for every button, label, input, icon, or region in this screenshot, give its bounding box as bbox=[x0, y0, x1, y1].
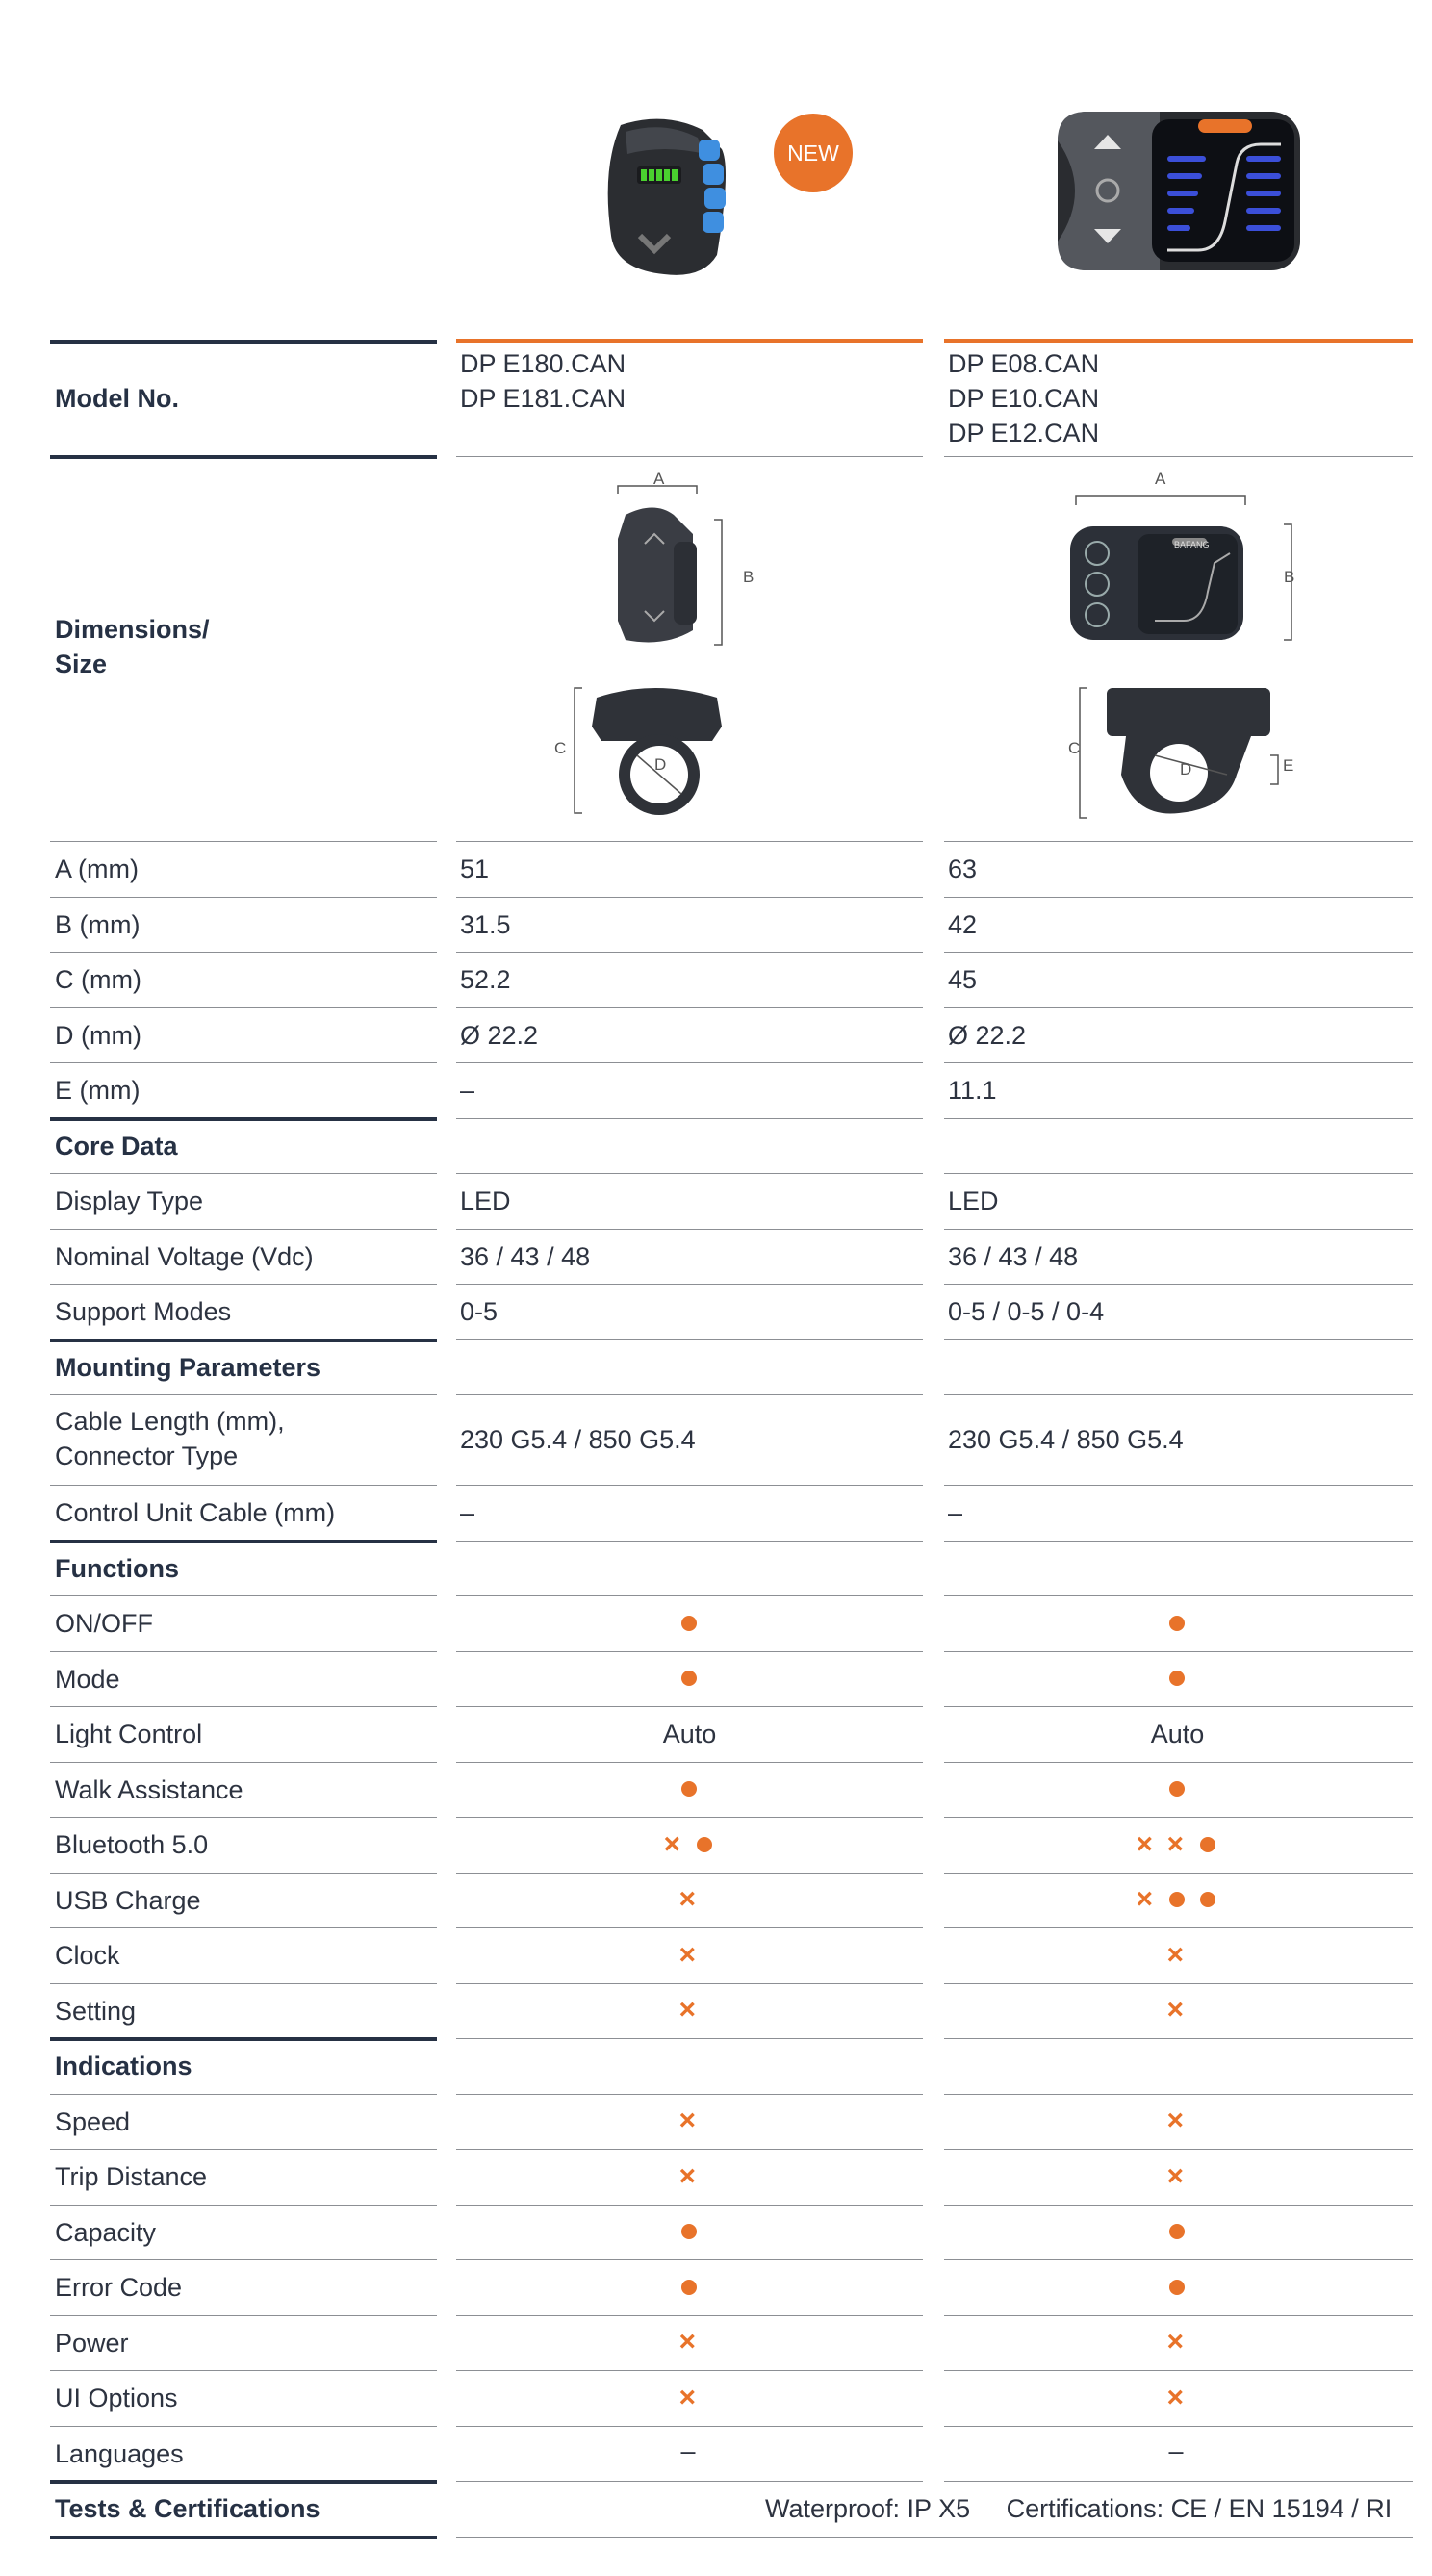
dim-letter-c-col2: C bbox=[1068, 739, 1081, 757]
indication-label: Power bbox=[55, 2328, 129, 2358]
row-rule-col2 bbox=[944, 1007, 1413, 1008]
section-mounting: Mounting Parameters bbox=[55, 1352, 321, 1382]
row-rule-left bbox=[50, 2315, 437, 2316]
row-rule-col2 bbox=[944, 1541, 1413, 1542]
row-value-col2: 45 bbox=[948, 965, 978, 994]
new-badge: NEW bbox=[774, 114, 853, 192]
row-label: D (mm) bbox=[55, 1020, 141, 1050]
row-rule-left bbox=[50, 2370, 437, 2371]
function-label: Walk Assistance bbox=[55, 1774, 243, 1804]
row-rule-left bbox=[50, 1651, 437, 1652]
control-cable-col1: – bbox=[460, 1498, 475, 1527]
indication-col1-dash: – bbox=[680, 2436, 696, 2466]
indication-label: Speed bbox=[55, 2106, 131, 2136]
row-rule-col2 bbox=[944, 2426, 1413, 2427]
function-col2-cross: × bbox=[1136, 1883, 1154, 1916]
row-rule-col2 bbox=[944, 1651, 1413, 1652]
header-rule-col1 bbox=[456, 339, 923, 343]
dim-letter-d-col1: D bbox=[654, 755, 667, 774]
row-rule-left bbox=[50, 897, 437, 898]
dim-letter-a-col1: A bbox=[653, 470, 665, 488]
function-col2-cross: × bbox=[1166, 1827, 1185, 1860]
function-label: Light Control bbox=[55, 1720, 203, 1748]
function-text-col2: Auto bbox=[1150, 1720, 1205, 1748]
row-rule-left bbox=[50, 2094, 437, 2095]
row-value-col1: 51 bbox=[460, 854, 490, 883]
function-col1-dot bbox=[681, 1616, 697, 1631]
model-col1-line1: DP E180.CAN bbox=[460, 349, 626, 378]
indication-col2-cross: × bbox=[1166, 2326, 1185, 2359]
row-rule-col1 bbox=[456, 2038, 923, 2039]
row-rule-col2 bbox=[944, 1173, 1413, 1174]
row-rule-col1 bbox=[456, 1873, 923, 1874]
row-rule-col2 bbox=[944, 1118, 1413, 1119]
row-rule-col2 bbox=[944, 897, 1413, 898]
function-label: Mode bbox=[55, 1664, 120, 1694]
row-rule-left bbox=[50, 1485, 437, 1486]
row-rule-col2 bbox=[944, 1873, 1413, 1874]
row-label: E (mm) bbox=[55, 1076, 141, 1105]
row-rule-left bbox=[50, 2426, 437, 2427]
dim-letter-e-col2: E bbox=[1283, 756, 1294, 775]
indication-col1-cross: × bbox=[678, 2159, 697, 2192]
row-rule-col1 bbox=[456, 841, 923, 842]
row-rule-left bbox=[50, 952, 437, 953]
row-rule-col2 bbox=[944, 1339, 1413, 1340]
cable-label-line2: Connector Type bbox=[55, 1441, 239, 1470]
function-col2-cross: × bbox=[1136, 1827, 1154, 1860]
row-rule-col1 bbox=[456, 1762, 923, 1763]
indication-col1-cross: × bbox=[678, 2104, 697, 2137]
row-rule-left bbox=[50, 1284, 437, 1285]
section-core-data: Core Data bbox=[55, 1131, 178, 1160]
row-rule-col1 bbox=[456, 1007, 923, 1008]
control-cable-label: Control Unit Cable (mm) bbox=[55, 1498, 336, 1527]
row-rule-col2 bbox=[944, 2259, 1413, 2260]
function-col1-cross: × bbox=[678, 1938, 697, 1971]
row-rule-left bbox=[50, 1927, 437, 1928]
indication-label: Error Code bbox=[55, 2273, 183, 2302]
row-rule-col1 bbox=[456, 1817, 923, 1818]
dim-letter-c-col1: C bbox=[554, 739, 567, 757]
function-col2-dot bbox=[1169, 1892, 1185, 1907]
row-rule-col1 bbox=[456, 1706, 923, 1707]
row-rule-col1 bbox=[456, 1651, 923, 1652]
row-rule-left bbox=[50, 1817, 437, 1818]
row-rule-col1 bbox=[456, 1595, 923, 1596]
row-value-col2: 36 / 43 / 48 bbox=[948, 1241, 1079, 1271]
row-rule-left bbox=[50, 1983, 437, 1984]
row-rule-col2 bbox=[944, 2370, 1413, 2371]
row-rule-col1 bbox=[456, 1118, 923, 1119]
cable-value-col2: 230 G5.4 / 850 G5.4 bbox=[948, 1425, 1184, 1454]
row-value-col2: Ø 22.2 bbox=[948, 1020, 1027, 1050]
row-rule-col1 bbox=[456, 1541, 923, 1542]
section-indications: Indications bbox=[55, 2052, 192, 2080]
indication-label: Capacity bbox=[55, 2217, 157, 2247]
row-rule-col2 bbox=[944, 1817, 1413, 1818]
tests-rule-right bbox=[456, 2537, 1413, 2538]
row-value-col2: 11.1 bbox=[948, 1076, 997, 1105]
row-rule-col2 bbox=[944, 841, 1413, 842]
row-value-col2: LED bbox=[948, 1186, 999, 1215]
row-rule-left bbox=[50, 2149, 437, 2150]
function-col1-cross: × bbox=[678, 1994, 697, 2027]
dimensions-label-line1: Dimensions/ bbox=[55, 615, 210, 644]
row-rule-left bbox=[50, 1706, 437, 1707]
row-rule-left bbox=[50, 1173, 437, 1174]
row-rule-col2 bbox=[944, 952, 1413, 953]
row-rule-col2 bbox=[944, 1062, 1413, 1063]
indication-col1-cross: × bbox=[678, 2326, 697, 2359]
row-rule-col2 bbox=[944, 1706, 1413, 1707]
row-rule-col2 bbox=[944, 2481, 1413, 2482]
row-rule-col1 bbox=[456, 1339, 923, 1340]
tests-rule-left bbox=[50, 2536, 437, 2539]
function-col2-cross: × bbox=[1166, 1994, 1185, 2027]
row-rule-col1 bbox=[456, 2370, 923, 2371]
row-value-col1: 31.5 bbox=[460, 909, 511, 939]
row-value-col2: 0-5 / 0-5 / 0-4 bbox=[948, 1297, 1105, 1326]
row-rule-col1 bbox=[456, 2259, 923, 2260]
section-rule-left bbox=[50, 1117, 437, 1121]
row-rule-col1 bbox=[456, 1927, 923, 1928]
model-no-label: Model No. bbox=[55, 384, 179, 413]
row-rule-col2 bbox=[944, 2094, 1413, 2095]
function-col2-dot bbox=[1200, 1892, 1215, 1907]
model-col1-line2: DP E181.CAN bbox=[460, 384, 626, 413]
row-rule-col1 bbox=[456, 1394, 923, 1395]
row-label: B (mm) bbox=[55, 909, 141, 939]
model-col2-line1: DP E08.CAN bbox=[948, 349, 1100, 378]
indication-label: Trip Distance bbox=[55, 2162, 208, 2191]
row-rule-col1 bbox=[456, 2426, 923, 2427]
row-label: C (mm) bbox=[55, 965, 141, 994]
dim-letter-d-col2: D bbox=[1180, 760, 1192, 778]
row-rule-col2 bbox=[944, 2315, 1413, 2316]
header-rule-left bbox=[50, 340, 437, 344]
row-rule-left bbox=[50, 1762, 437, 1763]
indication-label: UI Options bbox=[55, 2384, 178, 2412]
brand-label: BAFANG bbox=[1174, 540, 1210, 549]
indication-label: Languages bbox=[55, 2438, 184, 2468]
row-rule-left bbox=[50, 1873, 437, 1874]
row-rule-col1 bbox=[456, 2094, 923, 2095]
row-rule-col2 bbox=[944, 2038, 1413, 2039]
row-rule-left bbox=[50, 1007, 437, 1008]
row-rule-col1 bbox=[456, 2205, 923, 2206]
row-rule-col2 bbox=[944, 1229, 1413, 1230]
indication-col2-dot bbox=[1169, 2280, 1185, 2295]
row-rule-col1 bbox=[456, 1983, 923, 1984]
cable-label-line1: Cable Length (mm), bbox=[55, 1407, 285, 1436]
model-rule-left bbox=[50, 455, 437, 459]
header-rule-col2 bbox=[944, 339, 1413, 343]
product-image-dp-e180 bbox=[597, 111, 741, 284]
row-rule-col1 bbox=[456, 2315, 923, 2316]
row-rule-col2 bbox=[944, 1927, 1413, 1928]
row-value-col1: LED bbox=[460, 1186, 511, 1215]
row-rule-col1 bbox=[456, 2481, 923, 2482]
dimensions-label-line2: Size bbox=[55, 650, 108, 678]
function-text-col1: Auto bbox=[662, 1720, 717, 1748]
function-col1-dot bbox=[681, 1781, 697, 1797]
function-col1-dot bbox=[681, 1671, 697, 1686]
indication-col1-dot bbox=[681, 2224, 697, 2239]
dim-letter-b-col1: B bbox=[743, 568, 754, 586]
row-value-col1: Ø 22.2 bbox=[460, 1020, 539, 1050]
row-value-col1: 0-5 bbox=[460, 1297, 499, 1326]
control-cable-col2: – bbox=[948, 1498, 963, 1527]
section-rule-left bbox=[50, 2037, 437, 2041]
row-rule-col1 bbox=[456, 897, 923, 898]
section-rule-left bbox=[50, 1339, 437, 1342]
row-rule-col1 bbox=[456, 952, 923, 953]
row-value-col1: 36 / 43 / 48 bbox=[460, 1241, 591, 1271]
row-value-col1: 52.2 bbox=[460, 965, 511, 994]
model-rule-col2 bbox=[944, 456, 1413, 457]
row-rule-col2 bbox=[944, 1284, 1413, 1285]
row-rule-col1 bbox=[456, 1229, 923, 1230]
function-label: ON/OFF bbox=[55, 1609, 153, 1638]
function-col2-cross: × bbox=[1166, 1938, 1185, 1971]
row-rule-col2 bbox=[944, 1595, 1413, 1596]
dim-letter-a-col2: A bbox=[1155, 470, 1166, 488]
row-value-col2: 63 bbox=[948, 854, 978, 883]
function-label: USB Charge bbox=[55, 1885, 201, 1915]
model-col2-line2: DP E10.CAN bbox=[948, 384, 1100, 413]
function-label: Bluetooth 5.0 bbox=[55, 1830, 209, 1859]
function-col2-dot bbox=[1200, 1837, 1215, 1852]
row-rule-col1 bbox=[456, 2149, 923, 2150]
indication-col2-cross: × bbox=[1166, 2104, 1185, 2137]
row-rule-col2 bbox=[944, 1762, 1413, 1763]
row-rule-left bbox=[50, 1062, 437, 1063]
row-value-col1: – bbox=[460, 1076, 475, 1105]
model-rule-col1 bbox=[456, 456, 923, 457]
row-rule-col2 bbox=[944, 2149, 1413, 2150]
section-rule-left bbox=[50, 2480, 437, 2484]
function-col1-dot bbox=[697, 1837, 712, 1852]
indication-col2-dash: – bbox=[1168, 2436, 1184, 2466]
indication-col2-cross: × bbox=[1166, 2159, 1185, 2192]
function-label: Setting bbox=[55, 1996, 137, 2026]
section-rule-left bbox=[50, 1540, 437, 1543]
function-col2-dot bbox=[1169, 1781, 1185, 1797]
row-rule-col1 bbox=[456, 1284, 923, 1285]
row-rule-col1 bbox=[456, 1062, 923, 1063]
cable-value-col1: 230 G5.4 / 850 G5.4 bbox=[460, 1425, 696, 1454]
row-label: Support Modes bbox=[55, 1297, 232, 1326]
section-tests: Tests & Certifications bbox=[55, 2494, 320, 2523]
row-rule-left bbox=[50, 1595, 437, 1596]
tests-certifications-text: Waterproof: IP X5 Certifications: CE / EN 15194 / RI bbox=[765, 2494, 1393, 2523]
row-rule-left bbox=[50, 841, 437, 842]
dim-letter-b-col2: B bbox=[1284, 568, 1295, 586]
indication-col2-dot bbox=[1169, 2224, 1185, 2239]
function-col1-cross: × bbox=[678, 1883, 697, 1916]
model-col2-line3: DP E12.CAN bbox=[948, 419, 1100, 447]
row-rule-left bbox=[50, 2205, 437, 2206]
product-image-dp-e08 bbox=[1054, 106, 1304, 274]
indication-col2-cross: × bbox=[1166, 2381, 1185, 2413]
function-col2-dot bbox=[1169, 1671, 1185, 1686]
row-label: Display Type bbox=[55, 1186, 204, 1215]
row-rule-col2 bbox=[944, 2205, 1413, 2206]
function-label: Clock bbox=[55, 1941, 120, 1970]
row-rule-col2 bbox=[944, 1485, 1413, 1486]
row-rule-left bbox=[50, 2259, 437, 2260]
row-rule-col1 bbox=[456, 1173, 923, 1174]
section-functions: Functions bbox=[55, 1553, 179, 1583]
row-rule-col1 bbox=[456, 1485, 923, 1486]
indication-col1-dot bbox=[681, 2280, 697, 2295]
row-label: Nominal Voltage (Vdc) bbox=[55, 1241, 314, 1271]
indication-col1-cross: × bbox=[678, 2381, 697, 2413]
row-rule-left bbox=[50, 1229, 437, 1230]
function-col1-cross: × bbox=[663, 1827, 681, 1860]
row-rule-col2 bbox=[944, 1983, 1413, 1984]
row-rule-col2 bbox=[944, 1394, 1413, 1395]
row-value-col2: 42 bbox=[948, 909, 978, 939]
row-label: A (mm) bbox=[55, 854, 139, 883]
function-col2-dot bbox=[1169, 1616, 1185, 1631]
row-rule-left bbox=[50, 1394, 437, 1395]
